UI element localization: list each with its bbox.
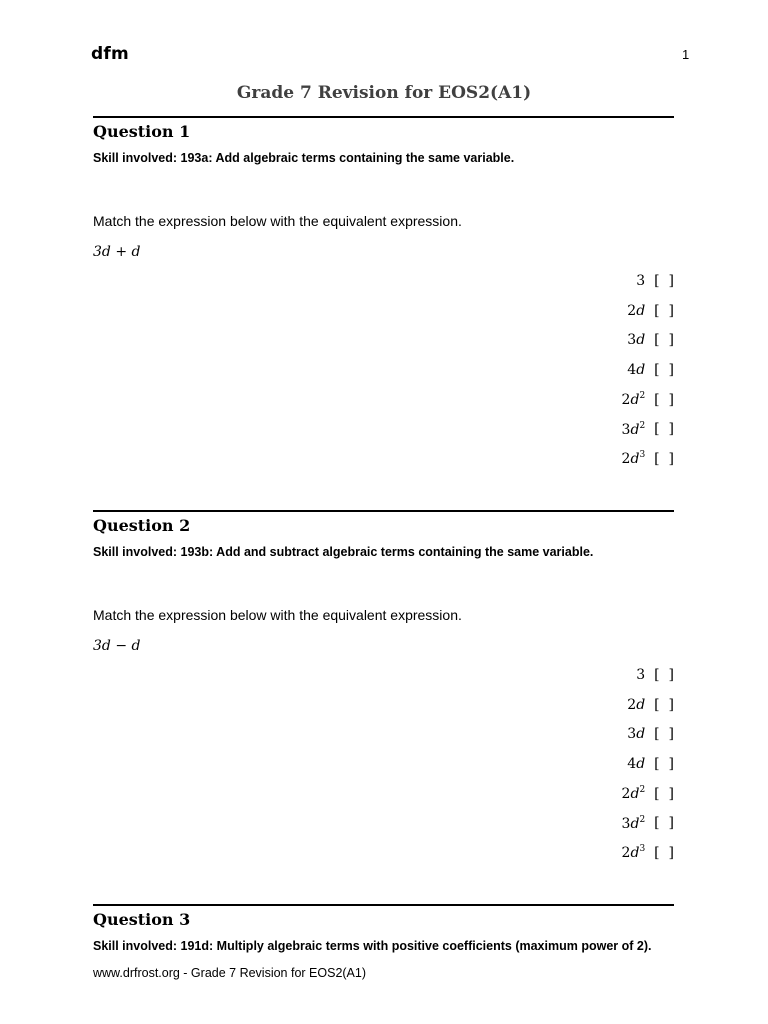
option-variable: d <box>630 392 640 409</box>
option-coefficient: 3 <box>636 666 646 683</box>
question-3 <box>93 904 674 954</box>
answer-checkbox[interactable]: [ ] <box>654 844 674 861</box>
option-variable: d <box>636 361 646 378</box>
answer-option <box>93 296 674 326</box>
option-variable: d <box>630 815 640 832</box>
question-2 <box>93 510 674 868</box>
answer-checkbox[interactable]: [ ] <box>654 696 674 713</box>
option-coefficient: 3 <box>621 815 631 832</box>
answer-checkbox[interactable]: [ ] <box>654 272 674 289</box>
option-variable: d <box>630 451 640 468</box>
option-variable: d <box>630 786 640 803</box>
option-coefficient: 2 <box>621 845 631 862</box>
option-exponent: 2 <box>639 391 646 402</box>
expression-right: d <box>131 638 141 654</box>
answer-option <box>93 719 674 749</box>
option-expression <box>636 667 645 683</box>
option-coefficient: 2 <box>627 302 637 319</box>
option-expression <box>636 273 645 289</box>
expression-left: 3d <box>93 244 111 260</box>
answer-checkbox[interactable]: [ ] <box>654 302 674 319</box>
answer-option <box>93 838 674 868</box>
option-coefficient: 3 <box>636 272 646 289</box>
answer-option <box>93 779 674 809</box>
dfm-logo: dfm <box>91 44 129 64</box>
expression-operator: − <box>115 638 128 654</box>
answer-checkbox[interactable]: [ ] <box>654 421 674 438</box>
option-expression <box>627 332 645 348</box>
answer-option <box>93 325 674 355</box>
answer-checkbox[interactable]: [ ] <box>654 815 674 832</box>
question-heading: Question 1 <box>93 122 191 141</box>
option-expression <box>622 391 646 408</box>
option-exponent: 2 <box>639 814 646 825</box>
answer-option <box>93 808 674 838</box>
question-1 <box>93 116 674 474</box>
question-heading: Question 3 <box>93 910 191 929</box>
question-prompt: Match the expression below with the equivalent expression. <box>93 213 462 229</box>
answer-option <box>93 660 674 690</box>
skill-description: Skill involved: 193a: Add algebraic terms containing the same variable. <box>93 151 515 165</box>
option-expression <box>627 303 645 319</box>
skill-description: Skill involved: 193b: Add and subtract algebraic terms containing the same variable. <box>93 545 594 559</box>
option-variable: d <box>630 845 640 862</box>
option-variable: d <box>630 421 640 438</box>
question-prompt: Match the expression below with the equivalent expression. <box>93 607 462 623</box>
option-coefficient: 2 <box>621 451 631 468</box>
option-expression <box>622 421 646 438</box>
option-coefficient: 3 <box>621 421 631 438</box>
expression-operator: + <box>115 244 128 260</box>
document-title: Grade 7 Revision for EOS2(A1) <box>236 83 532 103</box>
option-expression <box>622 450 646 467</box>
option-exponent: 2 <box>639 420 646 431</box>
question-expression <box>93 243 674 261</box>
answer-checkbox[interactable]: [ ] <box>654 332 674 349</box>
option-expression <box>622 785 646 802</box>
section-rule <box>93 510 674 512</box>
option-expression <box>622 844 646 861</box>
answer-option <box>93 444 674 474</box>
answer-option <box>93 414 674 444</box>
option-coefficient: 3 <box>627 726 637 743</box>
page-footer: www.drfrost.org - Grade 7 Revision for EOS2(A1) <box>93 966 367 980</box>
option-coefficient: 3 <box>627 332 637 349</box>
answer-option <box>93 385 674 415</box>
option-coefficient: 4 <box>627 361 637 378</box>
answer-option <box>93 749 674 779</box>
option-coefficient: 4 <box>627 755 637 772</box>
option-variable: d <box>636 755 646 772</box>
answer-option <box>93 690 674 720</box>
expression-left: 3d <box>93 638 111 654</box>
answer-options <box>93 266 674 474</box>
option-expression <box>622 815 646 832</box>
option-coefficient: 2 <box>621 786 631 803</box>
answer-checkbox[interactable]: [ ] <box>654 755 674 772</box>
option-expression <box>627 697 645 713</box>
option-expression <box>627 756 645 772</box>
answer-option <box>93 355 674 385</box>
answer-option <box>93 266 674 296</box>
section-rule <box>93 904 674 906</box>
expression-right: d <box>131 244 141 260</box>
page-number: 1 <box>682 47 690 62</box>
answer-checkbox[interactable]: [ ] <box>654 785 674 802</box>
answer-checkbox[interactable]: [ ] <box>654 361 674 378</box>
answer-checkbox[interactable]: [ ] <box>654 450 674 467</box>
option-coefficient: 2 <box>627 696 637 713</box>
option-expression <box>627 726 645 742</box>
option-variable: d <box>636 696 646 713</box>
option-coefficient: 2 <box>621 392 631 409</box>
option-expression <box>627 362 645 378</box>
question-heading: Question 2 <box>93 516 191 535</box>
answer-options <box>93 660 674 868</box>
option-variable: d <box>636 726 646 743</box>
option-exponent: 2 <box>639 785 646 796</box>
option-variable: d <box>636 302 646 319</box>
question-expression <box>93 637 674 655</box>
answer-checkbox[interactable]: [ ] <box>654 666 674 683</box>
skill-description: Skill involved: 191d: Multiply algebraic terms with positive coefficients (maximum power of 2). <box>93 939 652 953</box>
option-exponent: 3 <box>639 450 646 461</box>
option-exponent: 3 <box>639 844 646 855</box>
section-rule <box>93 116 674 118</box>
answer-checkbox[interactable]: [ ] <box>654 726 674 743</box>
answer-checkbox[interactable]: [ ] <box>654 391 674 408</box>
option-variable: d <box>636 332 646 349</box>
